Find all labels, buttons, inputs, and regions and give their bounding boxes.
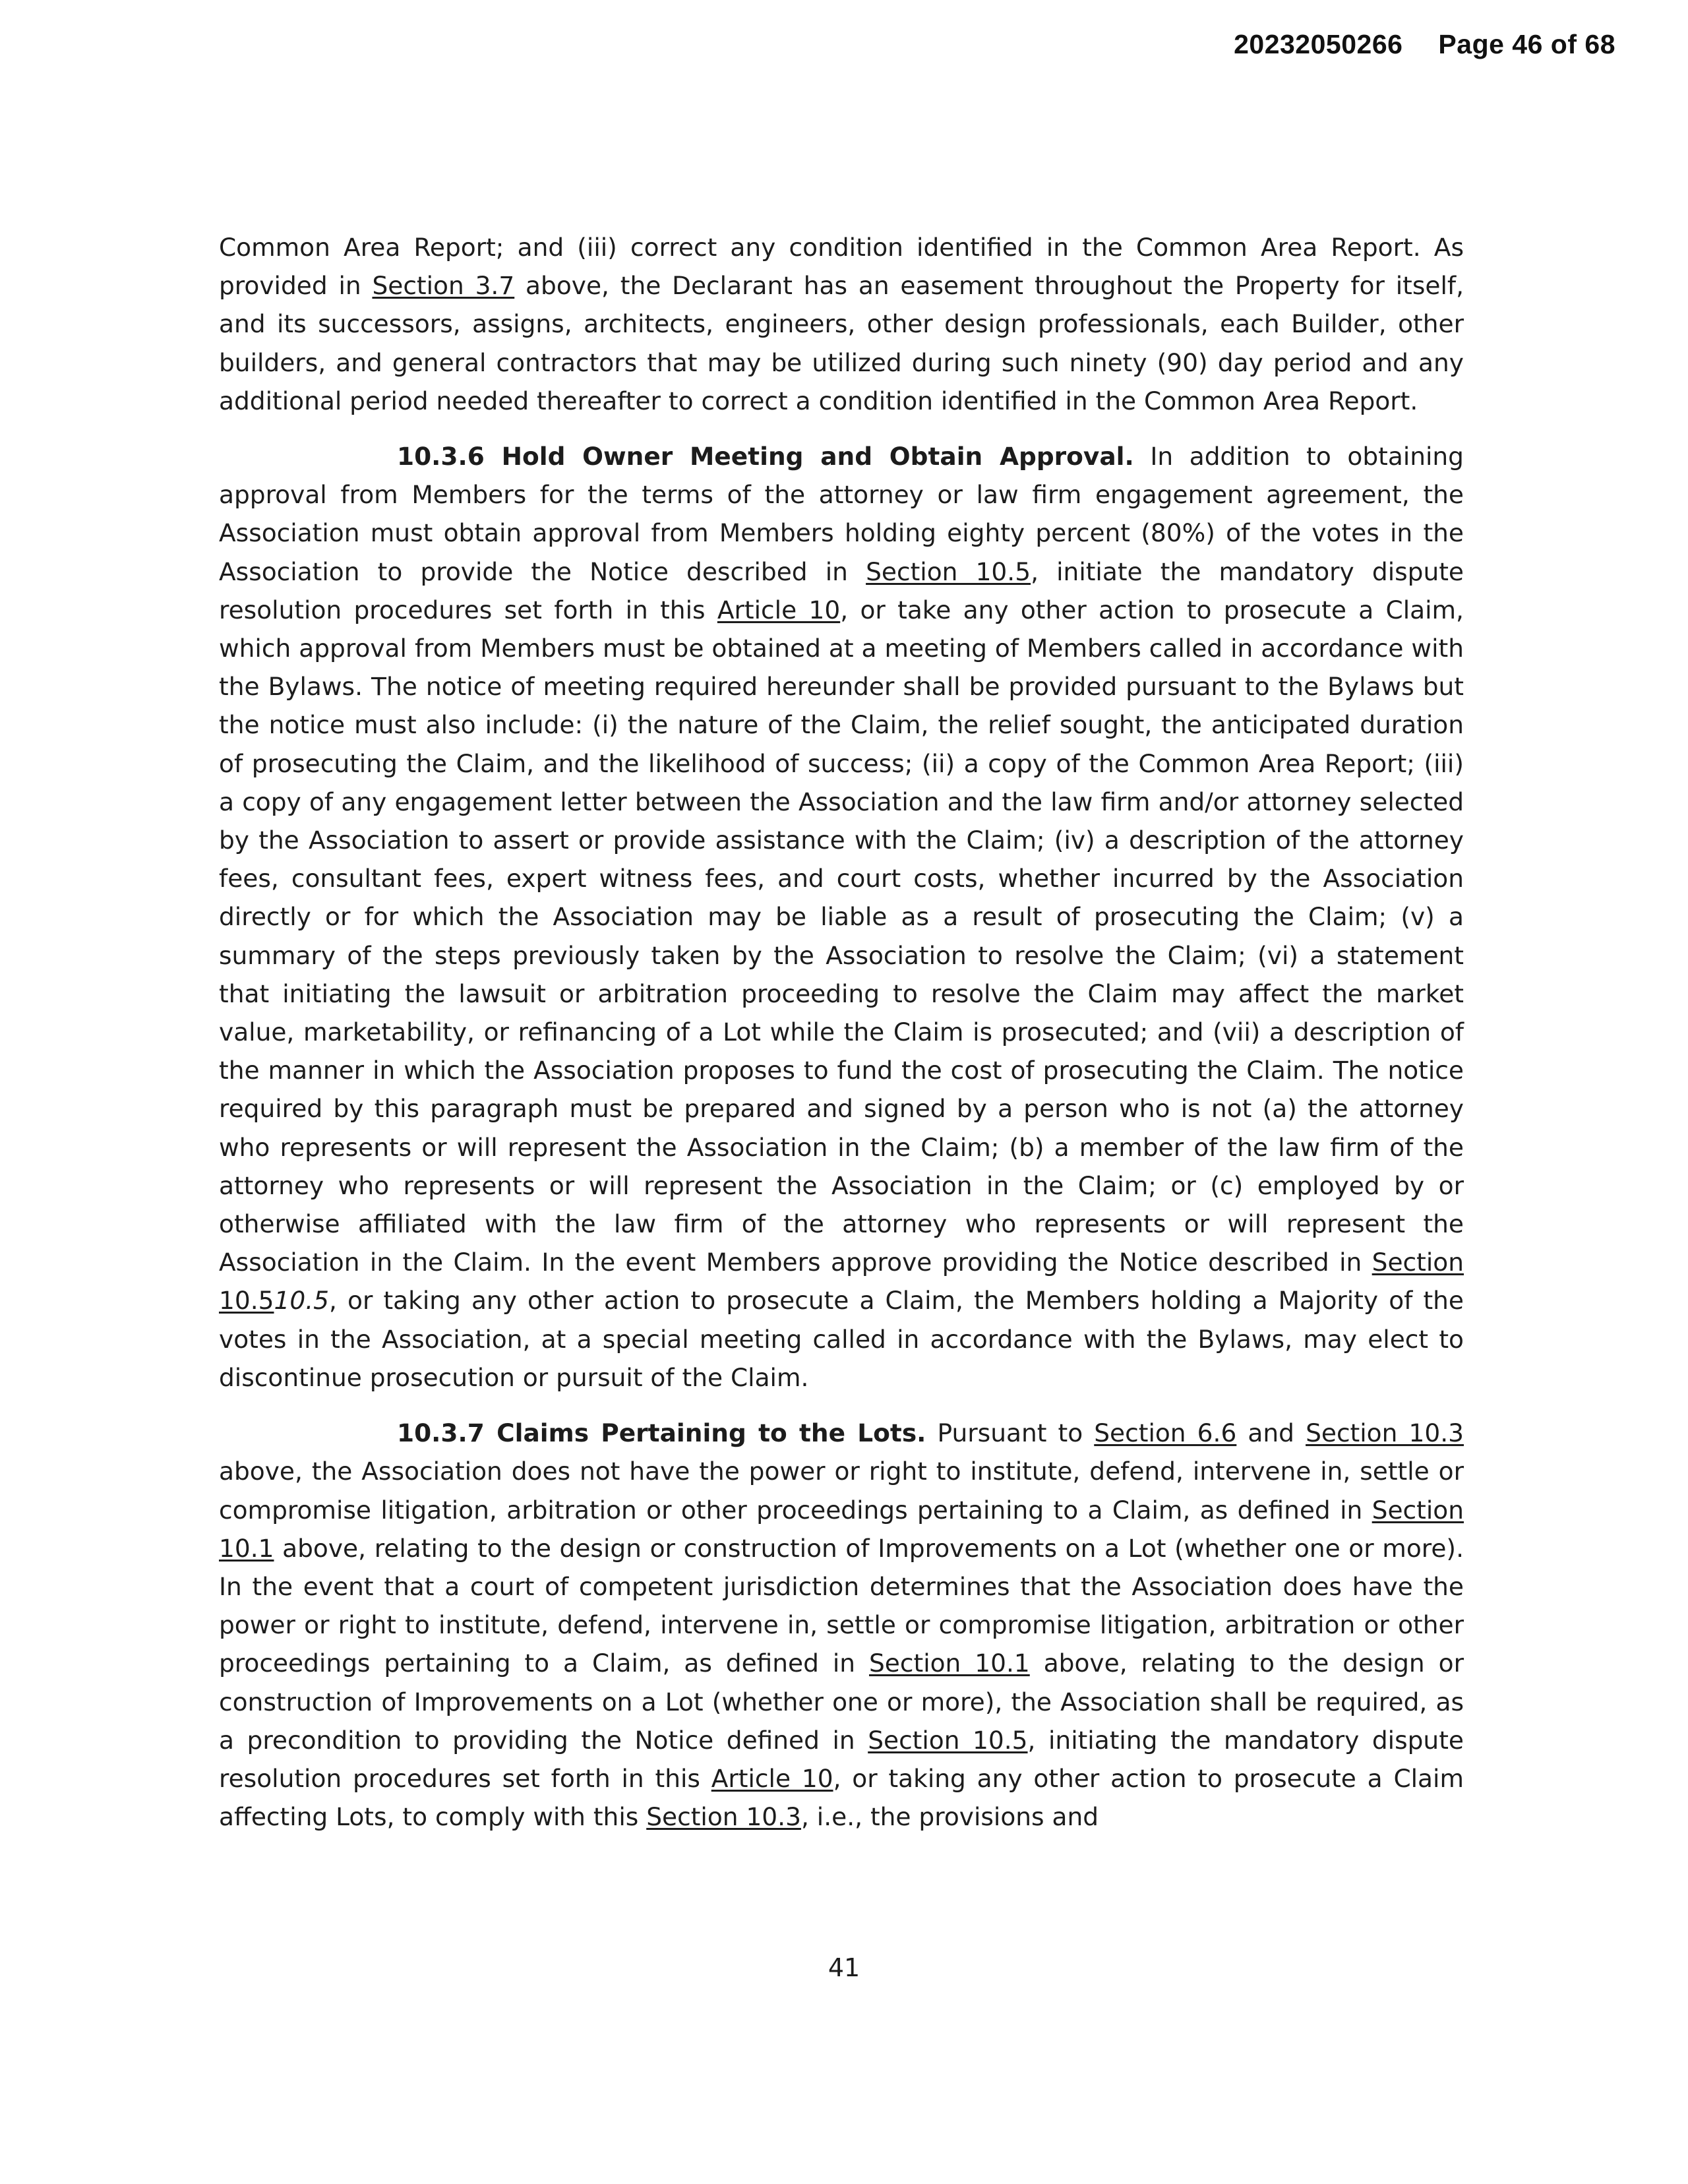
text-run: , initiate the mandatory dispute resolution procedures set forth in this <box>219 557 1464 624</box>
document-body <box>219 228 1464 1836</box>
text-run: , or take any other action to prosecute a Claim, which approval from Members must be obtained at a meeting of Members called in accordance with the Bylaws. The notice of meeting required hereunder shall be provided pursuant to the Bylaws but the notice must also include: (i) the nature of the Claim, the relief sought, the anticipated duration of prosecuting the Claim, and the likelihood of success; (ii) a copy of the Common Area Report; (iii) a copy of any engagement letter between the Association and the law firm and/or attorney selected by the Association to assert or provide assistance with the Claim; (iv) a description of the attorney fees, consultant fees, expert witness fees, and court costs, whether incurred by the Association directly or for which the Association may be liable as a result of prosecuting the Claim; (v) a summary of the steps previously taken by the Association to resolve the Claim; (vi) a statement that initiating the lawsuit or arbitration proceeding to resolve the Claim may affect the market value, marketability, or refinancing of a Lot while the Claim is prosecuted; and (vii) a description of the manner in which the Association proposes to fund the cost of prosecuting the Claim. The notice required by this paragraph must be prepared and signed by a person who is not (a) the attorney who represents or will represent the Association in the Claim; (b) a member of the law firm of the attorney who represents or will represent the Association in the Claim; or (c) employed by or otherwise affiliated with the law firm of the attorney who represents or will represent the Association in the Claim. In the event Members approve providing the Notice described in <box>219 595 1464 1277</box>
section-reference: Section 3.7 <box>372 271 515 301</box>
text-run: above, relating to the design or construction of Improvements on a Lot (whether one or more), the Association shall be required, as a precondition to providing the Notice defined in <box>219 1649 1464 1755</box>
text-run: and <box>1236 1418 1306 1448</box>
section-heading: 10.3.6 Hold Owner Meeting and Obtain Approval. <box>397 442 1134 471</box>
text-run: , or taking any other action to prosecute a Claim, the Members holding a Majority of the votes in the Association, at a special meeting called in accordance with the Bylaws, may elect to discontinue prosecution or pursuit of the Claim. <box>219 1286 1464 1392</box>
text-run: In addition to obtaining approval from Members for the terms of the attorney or law firm engagement agreement, the Association must obtain approval from Members holding eighty percent (80%) of the votes in the Association to provide the Notice described in <box>219 442 1464 586</box>
article-reference: Article 10 <box>717 595 841 624</box>
text-run: above, relating to the design or construction of Improvements on a Lot (whether one or more). In the event that a court of competent jurisdiction determines that the Association does have the power or right to institute, defend, intervene in, settle or compromise litigation, arbitration or other proceedings pertaining to a Claim, as defined in <box>219 1533 1464 1678</box>
section-reference: Section 10.3 <box>646 1802 801 1832</box>
recording-number: 20232050266 <box>1234 29 1403 59</box>
section-reference: Section 10.3 <box>1306 1418 1464 1448</box>
section-reference: Section 10.5 <box>868 1725 1028 1755</box>
text-run: above, the Association does not have the power or right to institute, defend, intervene in, settle or compromise litigation, arbitration or other proceedings pertaining to a Claim, as defined in <box>219 1457 1464 1525</box>
text-run: above, the Declarant has an easement throughout the Property for itself, and its successors, assigns, architects, engineers, other design professionals, each Builder, other builders, and general contractors that may be utilized during such ninety (90) day period and any additional period needed thereafter to correct a condition identified in the Common Area Report. <box>219 271 1464 415</box>
text-run: Pursuant to <box>926 1418 1095 1448</box>
article-reference: Article 10 <box>711 1763 833 1793</box>
text-run: , or taking any other action to prosecute a Claim affecting Lots, to comply with this <box>219 1763 1464 1832</box>
text-run: , initiating the mandatory dispute resolution procedures set forth in this <box>219 1725 1464 1793</box>
section-reference: Section 10.5 <box>219 1248 1464 1316</box>
italic-reference: 10.5 <box>274 1286 329 1316</box>
page-label: Page 46 of 68 <box>1438 29 1615 59</box>
section-reference: Section 6.6 <box>1094 1418 1237 1448</box>
section-reference: Section 10.5 <box>866 557 1031 586</box>
page-header <box>1234 29 1615 60</box>
paragraph-10-3-6 <box>219 437 1464 1397</box>
section-heading: 10.3.7 Claims Pertaining to the Lots. <box>397 1418 926 1448</box>
page-number: 41 <box>828 1953 860 1982</box>
section-reference: Section 10.1 <box>219 1495 1464 1563</box>
paragraph-10-3-7 <box>219 1414 1464 1836</box>
paragraph-continuation <box>219 228 1464 420</box>
section-reference: Section 10.1 <box>869 1649 1030 1678</box>
text-run: , i.e., the provisions and <box>800 1802 1099 1832</box>
text-run: Common Area Report; and (iii) correct any condition identified in the Common Area Report. As provided in <box>219 233 1464 301</box>
